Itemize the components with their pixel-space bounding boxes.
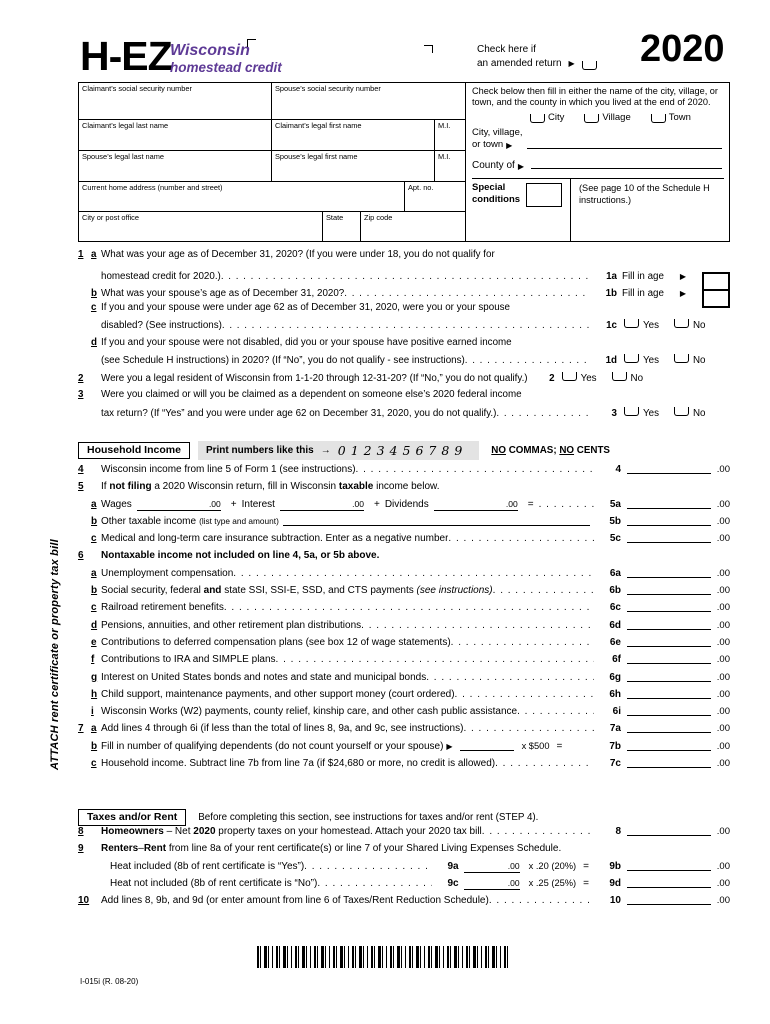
home-address-field[interactable] xyxy=(79,182,405,211)
amount-input-6e[interactable]: .00 xyxy=(627,637,730,648)
print-numbers-hint: Print numbers like this → 0123456789 xyxy=(198,441,479,460)
special-conditions-note: (See page 10 of the Schedule H instructions.) xyxy=(579,183,710,205)
interest-input[interactable]: .00 xyxy=(280,499,364,511)
income-line-7c: c Household income. Subtract line 7b from line 7a (if $24,680 or more, no credit is allowed) . . . 7c .00 xyxy=(78,758,730,775)
claimant-first-name-label: Claimant’s legal first name xyxy=(275,121,362,130)
amount-input-6d[interactable]: .00 xyxy=(627,620,730,631)
arrow-icon: ▶ xyxy=(446,741,453,751)
amount-input-4[interactable]: .00 xyxy=(627,464,730,475)
claimant-last-name-field[interactable] xyxy=(79,120,272,150)
arrow-icon: ▶ xyxy=(506,141,513,151)
no-checkbox-3[interactable] xyxy=(674,407,689,416)
county-row xyxy=(472,160,724,171)
spouse-mi-field[interactable] xyxy=(435,151,465,181)
divider xyxy=(570,179,571,241)
income-line-6c: c Railroad retirement benefits . . . 6c .00 xyxy=(78,602,730,619)
dependents-count-input[interactable] xyxy=(460,750,514,751)
form-number: I-015i (R. 08-20) xyxy=(80,977,139,986)
amount-input-10[interactable]: .00 xyxy=(627,895,730,906)
cvt-label-line1: City, village, xyxy=(472,127,523,139)
taxes-line-9: 9 Renters–Rent from line 8a of your rent certificate(s) or line 7 of your Shared Living Expenses Schedule. xyxy=(78,843,562,855)
income-line-4: 4 Wisconsin income from line 5 of Form 1 (see instructions) . . . 4 .00 xyxy=(78,464,730,481)
registration-mark xyxy=(247,39,256,47)
arrow-icon: ▶ xyxy=(679,289,687,298)
taxes-line-10: 10 Add lines 8, 9b, and 9d (or enter amount from line 6 of Taxes/Rent Reduction Schedule) . . . 10 .00 xyxy=(78,895,730,912)
income-line-6f: f Contributions to IRA and SIMPLE plans . . . 6f .00 xyxy=(78,654,730,671)
no-checkbox-1c[interactable] xyxy=(674,319,689,328)
fill-in-age-label: Fill in age xyxy=(622,270,664,282)
zip-code-label: Zip code xyxy=(364,213,393,222)
other-income-description-input[interactable] xyxy=(283,525,590,526)
claimant-last-name-label: Claimant’s legal last name xyxy=(82,121,169,130)
claimant-mi-field[interactable] xyxy=(435,120,465,150)
village-option-label: Village xyxy=(602,112,631,124)
town-option-label: Town xyxy=(668,112,691,124)
amount-input-5a[interactable]: .00 xyxy=(627,499,730,510)
city-village-town-input[interactable] xyxy=(527,148,722,149)
question-1c: c If you and your spouse were under age 62 as of December 31, 2020, were you or your spouse disabled? (See instructions) . . . 1c Yes No xyxy=(78,302,730,337)
income-line-5a: a Wages .00 + Interest .00 + Dividends .00 = . . . 5a .00 xyxy=(78,499,730,516)
city-option-label: City xyxy=(548,112,565,124)
special-conditions-label-line2: conditions xyxy=(472,193,521,205)
age-input-1a[interactable] xyxy=(702,272,730,291)
income-line-5b: b Other taxable income (list type and amount) 5b .00 xyxy=(91,515,730,527)
claimant-first-name-field[interactable] xyxy=(272,120,435,150)
amount-input-8[interactable]: .00 xyxy=(627,826,730,837)
income-line-5: 5 If not filing a 2020 Wisconsin return, fill in Wisconsin taxable income below. xyxy=(78,481,440,493)
amount-input-6a[interactable]: .00 xyxy=(627,568,730,579)
municipality-options xyxy=(472,112,724,123)
income-line-6h: h Child support, maintenance payments, and other support money (court ordered) . . . 6h .00 xyxy=(78,689,730,706)
age-input-1b[interactable] xyxy=(702,289,730,308)
taxes-line-9a: Heat included (8b of rent certificate is “Yes”) . . . 9a .00 x .20 (20%) = 9b .00 xyxy=(78,861,730,878)
taxes-rent-label: Taxes and/or Rent xyxy=(78,809,186,826)
spouse-last-name-field[interactable] xyxy=(79,151,272,181)
form-subtitle: homestead credit xyxy=(170,59,282,75)
question-1a: 1 a What was your age as of December 31, 2020? (If you were under 18, you do not qualify for homestead credit for 2020.) . . . 1a Fill in age ▶ xyxy=(78,249,730,284)
yes-checkbox-2[interactable] xyxy=(562,372,577,381)
spouse-first-name-field[interactable] xyxy=(272,151,435,181)
form-title xyxy=(170,42,282,75)
income-line-6e: e Contributions to deferred compensation plans (see box 12 of wage statements) . . . 6e .00 xyxy=(78,637,730,654)
amount-input-6h[interactable]: .00 xyxy=(627,689,730,700)
fill-in-age-label: Fill in age xyxy=(622,288,664,299)
county-label: County of xyxy=(472,160,515,172)
taxes-rent-note: Before completing this section, see instructions for taxes and/or rent (STEP 4). xyxy=(198,812,539,823)
county-input[interactable] xyxy=(531,168,722,169)
rent-heat-not-included-input[interactable]: .00 xyxy=(464,878,520,890)
no-checkbox-2[interactable] xyxy=(612,372,627,381)
amended-return-checkbox[interactable] xyxy=(582,61,597,70)
taxes-line-9c: Heat not included (8b of rent certificate is “No”) . . . 9c .00 x .25 (25%) = 9d .00 xyxy=(78,878,730,895)
arrow-icon: ▶ xyxy=(679,271,687,281)
wages-input[interactable]: .00 xyxy=(137,499,221,511)
question-2: 2 Were you a legal resident of Wisconsin from 1-1-20 through 12-31-20? (If “No,” you do not qualify.) 2 Yes No xyxy=(78,372,644,384)
household-income-section xyxy=(78,464,730,775)
city-village-town-row xyxy=(472,127,724,151)
amended-label-line2: an amended return xyxy=(477,57,562,69)
spouse-last-name-label: Spouse’s legal last name xyxy=(82,152,165,161)
claimant-mi-label: M.I. xyxy=(438,121,451,130)
special-conditions-label-line1: Special xyxy=(472,182,506,194)
household-income-header xyxy=(78,441,730,460)
city-post-office-label: City or post office xyxy=(82,213,139,222)
city-post-office-field[interactable] xyxy=(79,212,323,241)
state-field[interactable] xyxy=(323,212,361,241)
state-name: Wisconsin xyxy=(170,42,250,59)
amount-input-7b[interactable]: .00 xyxy=(627,741,730,752)
yes-checkbox-3[interactable] xyxy=(624,407,639,416)
sample-digits: 0123456789 xyxy=(337,443,468,458)
spouse-ssn-field[interactable] xyxy=(272,83,465,119)
claimant-ssn-label: Claimant’s social security number xyxy=(82,84,192,93)
apt-no-label: Apt. no. xyxy=(408,183,434,192)
amount-input-6b[interactable]: .00 xyxy=(627,585,730,596)
special-conditions-row xyxy=(472,178,724,241)
yes-checkbox-1c[interactable] xyxy=(624,319,639,328)
home-address-label: Current home address (number and street) xyxy=(82,183,223,192)
question-1b: b What was your spouse’s age as of December 31, 2020? . . . 1b Fill in age ▶ xyxy=(78,284,730,302)
zip-code-field[interactable] xyxy=(361,212,465,241)
taxes-rent-header xyxy=(78,809,730,826)
amended-return-section xyxy=(477,43,597,70)
amount-input-5b[interactable]: .00 xyxy=(627,516,730,527)
barcode xyxy=(257,946,509,968)
state-label: State xyxy=(326,213,344,222)
special-conditions-box[interactable] xyxy=(526,183,562,207)
village-checkbox[interactable] xyxy=(584,114,599,123)
arrow-icon: ▶ xyxy=(568,59,575,69)
spouse-first-name-label: Spouse’s legal first name xyxy=(275,152,358,161)
income-line-7a: 7 a Add lines 4 through 6i (if less than the total of lines 8, 9a, and 9c, see instructions) . . . 7a .00 xyxy=(78,723,730,740)
spouse-mi-label: M.I. xyxy=(438,152,451,161)
household-income-label: Household Income xyxy=(78,442,190,459)
residence-box xyxy=(465,82,730,242)
income-line-7b: b Fill in number of qualifying dependents (do not count yourself or your spouse) ▶ x $500 = 7b .00 xyxy=(91,740,730,752)
arrow-icon: → xyxy=(320,445,331,456)
income-line-6g: g Interest on United States bonds and notes and state and municipal bonds . . . 6g .00 xyxy=(78,672,730,689)
arrow-icon: ▶ xyxy=(517,162,524,172)
claimant-ssn-field[interactable] xyxy=(79,83,272,119)
identity-grid xyxy=(78,82,466,242)
amount-input-9b[interactable]: .00 xyxy=(627,861,730,872)
form-code: H-EZ xyxy=(80,33,172,79)
amount-input-6i[interactable]: .00 xyxy=(627,706,730,717)
dividends-input[interactable]: .00 xyxy=(434,499,518,511)
amount-input-7a[interactable]: .00 xyxy=(627,723,730,734)
amended-label-line1: Check here if xyxy=(477,44,536,55)
income-line-6a: a Unemployment compensation . . . 6a .00 xyxy=(78,568,730,585)
rent-heat-included-input[interactable]: .00 xyxy=(464,861,520,873)
tax-year: 2020 xyxy=(640,28,725,70)
amount-input-6g[interactable]: .00 xyxy=(627,672,730,683)
question-1d: d If you and your spouse were not disabled, did you or your spouse have positive earned income (see Schedule H instructions) in 2020? (If “No”, you do not qualify - see instructions) . . . 1d Yes No xyxy=(78,337,730,372)
taxes-rent-section xyxy=(78,826,730,912)
income-line-6: 6 Nontaxable income not included on line 4, 5a, or 5b above. xyxy=(78,550,380,562)
residence-instructions: Check below then fill in either the name of the city, village, or town, and the county in which you lived at the end of 2020. xyxy=(472,86,718,108)
attach-documents-note: ATTACH rent certificate or property tax bill xyxy=(49,539,61,770)
taxes-line-8: 8 Homeowners – Net 2020 property taxes on your homestead. Attach your 2020 tax bill . . . 8 .00 xyxy=(78,826,730,843)
no-commas-note: NO COMMAS; NO CENTS xyxy=(491,445,610,456)
amount-input-5c[interactable]: .00 xyxy=(627,533,730,544)
income-line-5c: c Medical and long-term care insurance subtraction. Enter as a negative number . . . 5c .00 xyxy=(78,533,730,550)
no-checkbox-1d[interactable] xyxy=(674,354,689,363)
income-line-6d: d Pensions, annuities, and other retirement plan distributions . . . 6d .00 xyxy=(78,620,730,637)
registration-mark xyxy=(424,45,433,53)
income-line-6b: b Social security, federal and state SSI, SSI-E, SSD, and CTS payments (see instructions) . . . 6b .00 xyxy=(78,585,730,602)
amount-input-9d[interactable]: .00 xyxy=(627,878,730,889)
yes-checkbox-1d[interactable] xyxy=(624,354,639,363)
amount-input-6f[interactable]: .00 xyxy=(627,654,730,665)
questions-section xyxy=(78,249,730,424)
question-3: 3 Were you claimed or will you be claimed as a dependent on someone else’s 2020 federal income tax return? (If “Yes” and you were under age 62 on December 31, 2020, you do not qualify.) . . . 3 Yes No xyxy=(78,389,730,424)
apt-no-field[interactable] xyxy=(405,182,465,211)
amount-input-6c[interactable]: .00 xyxy=(627,602,730,613)
city-checkbox[interactable] xyxy=(530,114,545,123)
town-checkbox[interactable] xyxy=(651,114,666,123)
income-line-6i: i Wisconsin Works (W2) payments, county relief, kinship care, and other cash public assistance . . . 6i .00 xyxy=(78,706,730,723)
amount-input-7c[interactable]: .00 xyxy=(627,758,730,769)
spouse-ssn-label: Spouse’s social security number xyxy=(275,84,381,93)
cvt-label-line2: or town xyxy=(472,139,504,151)
